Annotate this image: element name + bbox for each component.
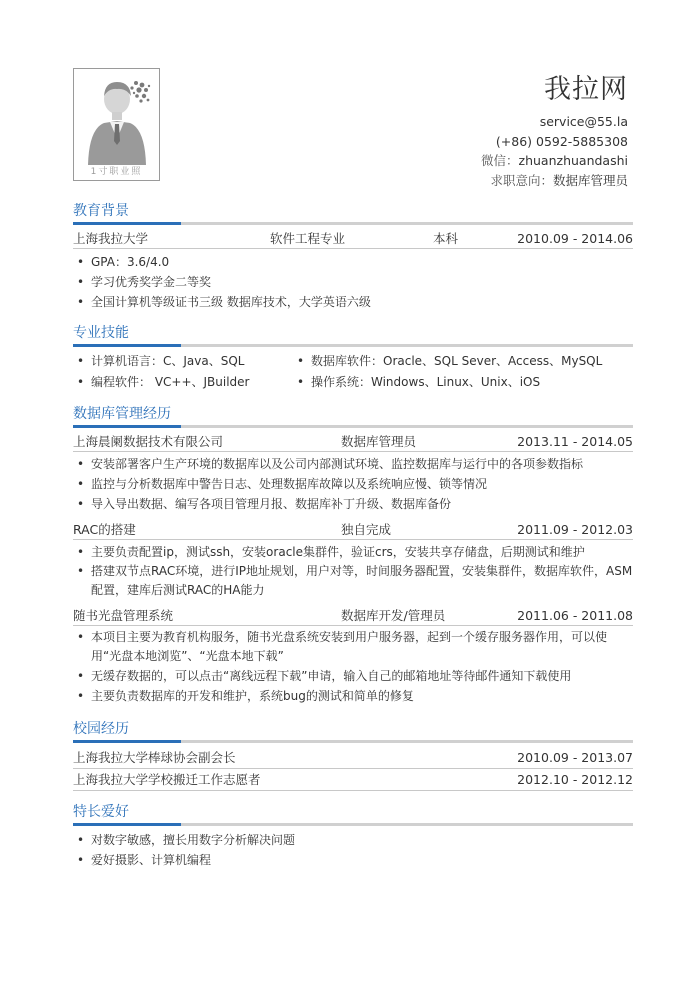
section-divider [73,425,633,428]
job-bullets [73,628,633,706]
resume-header [0,0,700,200]
objective-line [481,171,628,191]
photo-caption: 1寸职业照 [90,167,143,177]
list-item: • 数据库软件：Oracle、SQL Sever、Access、MySQL [297,351,627,372]
section-title-education: 教育背景 [73,203,129,219]
education-bullets [73,252,633,312]
section-divider [73,823,633,826]
campus-role: 上海我拉大学学校搬迁工作志愿者 [73,772,261,787]
skills-left-column [77,351,297,393]
job-date: 2013.11 - 2014.05 [517,434,633,449]
campus-section [73,718,633,791]
major: 软件工程专业 [270,231,346,246]
list-item: • 导入导出数据、编写各项目管理月报、数据库补丁升级、数据库备份 [77,494,633,514]
campus-date: 2010.09 - 2013.07 [517,750,633,765]
job-date: 2011.09 - 2012.03 [517,522,633,537]
campus-role: 上海我拉大学棒球协会副会长 [73,750,236,765]
list-item: • 编程软件： VC++、JBuilder [77,372,297,393]
education-date: 2010.09 - 2014.06 [517,231,633,246]
job-bullets [73,454,633,514]
wechat-line [481,151,628,171]
degree: 本科 [433,231,459,246]
job-role: 数据库管理员 [341,434,417,449]
section-title-hobbies: 特长爱好 [73,804,129,820]
section-title-skills: 专业技能 [73,325,129,341]
campus-entry [73,747,633,769]
skills-section [73,322,633,393]
list-item: • 监控与分析数据库中警告日志、处理数据库故障以及系统响应慢、锁等情况 [77,474,633,494]
candidate-name: 我拉网 [544,74,628,105]
school-name: 上海我拉大学 [73,231,149,246]
section-divider [73,344,633,347]
job-org: RAC的搭建 [73,522,136,537]
list-item: • 对数字敏感，擅长用数字分析解决问题 [77,830,633,850]
objective-label: 求职意向： [490,172,553,188]
list-item: • GPA：3.6/4.0 [77,252,633,272]
skills-grid [73,351,633,393]
hobbies-section [73,801,633,870]
section-divider [73,222,633,225]
contact-block [481,72,628,190]
section-title-experience: 数据库管理经历 [73,406,171,422]
education-section [73,200,633,312]
list-item: • 学习优秀奖学金二等奖 [77,272,633,292]
education-entry [73,229,633,249]
profile-photo [73,68,160,181]
email-link[interactable]: service@55.la [539,114,628,129]
section-divider [73,740,633,743]
list-item: • 计算机语言：C、Java、SQL [77,351,297,372]
list-item: • 爱好摄影、计算机编程 [77,850,633,870]
campus-entry [73,769,633,791]
hobbies-bullets [73,830,633,870]
list-item: • 本项目主要为教育机构服务，随书光盘系统安装到用户服务器，起到一个缓存服务器作用，可以使用“光盘本地浏览”、“光盘本地下载” [77,628,633,666]
job-role: 独自完成 [341,522,392,537]
job-date: 2011.06 - 2011.08 [517,608,633,623]
job-entry [73,432,633,452]
list-item: • 全国计算机等级证书三级 数据库技术，大学英语六级 [77,292,633,312]
section-title-campus: 校园经历 [73,721,129,737]
job-entry [73,520,633,540]
list-item: • 无缓存数据的，可以点击“离线远程下载”申请，输入自己的邮箱地址等待邮件通知下载使用 [77,666,633,686]
wechat-label: 微信： [481,153,519,168]
objective-value: 数据库管理员 [552,172,628,188]
list-item: • 主要负责数据库的开发和维护，系统bug的测试和简单的修复 [77,686,633,706]
wechat-id: zhuanzhuandashi [518,153,628,168]
job-entry [73,606,633,626]
skills-right-column [297,351,627,393]
job-org: 随书光盘管理系统 [73,608,174,623]
job-org: 上海晨阑数据技术有限公司 [73,434,224,449]
list-item: • 操作系统：Windows、Linux、Unix、iOS [297,372,627,393]
job-role: 数据库开发/管理员 [341,608,446,623]
job-bullets [73,542,633,600]
list-item: • 安装部署客户生产环境的数据库以及公司内部测试环境、监控数据库与运行中的各项参数指标 [77,454,633,474]
experience-section [73,403,633,706]
campus-date: 2012.10 - 2012.12 [517,772,633,787]
phone-number: (+86) 0592-5885308 [495,133,628,149]
list-item: • 主要负责配置ip，测试ssh，安装oracle集群件，验证crs，安装共享存储盘，后期测试和维护 [77,542,633,562]
list-item: • 搭建双节点RAC环境，进行IP地址规划，用户对等，时间服务器配置，安装集群件，数据库软件，ASM配置，建库后测试RAC的HA能力 [77,562,633,600]
